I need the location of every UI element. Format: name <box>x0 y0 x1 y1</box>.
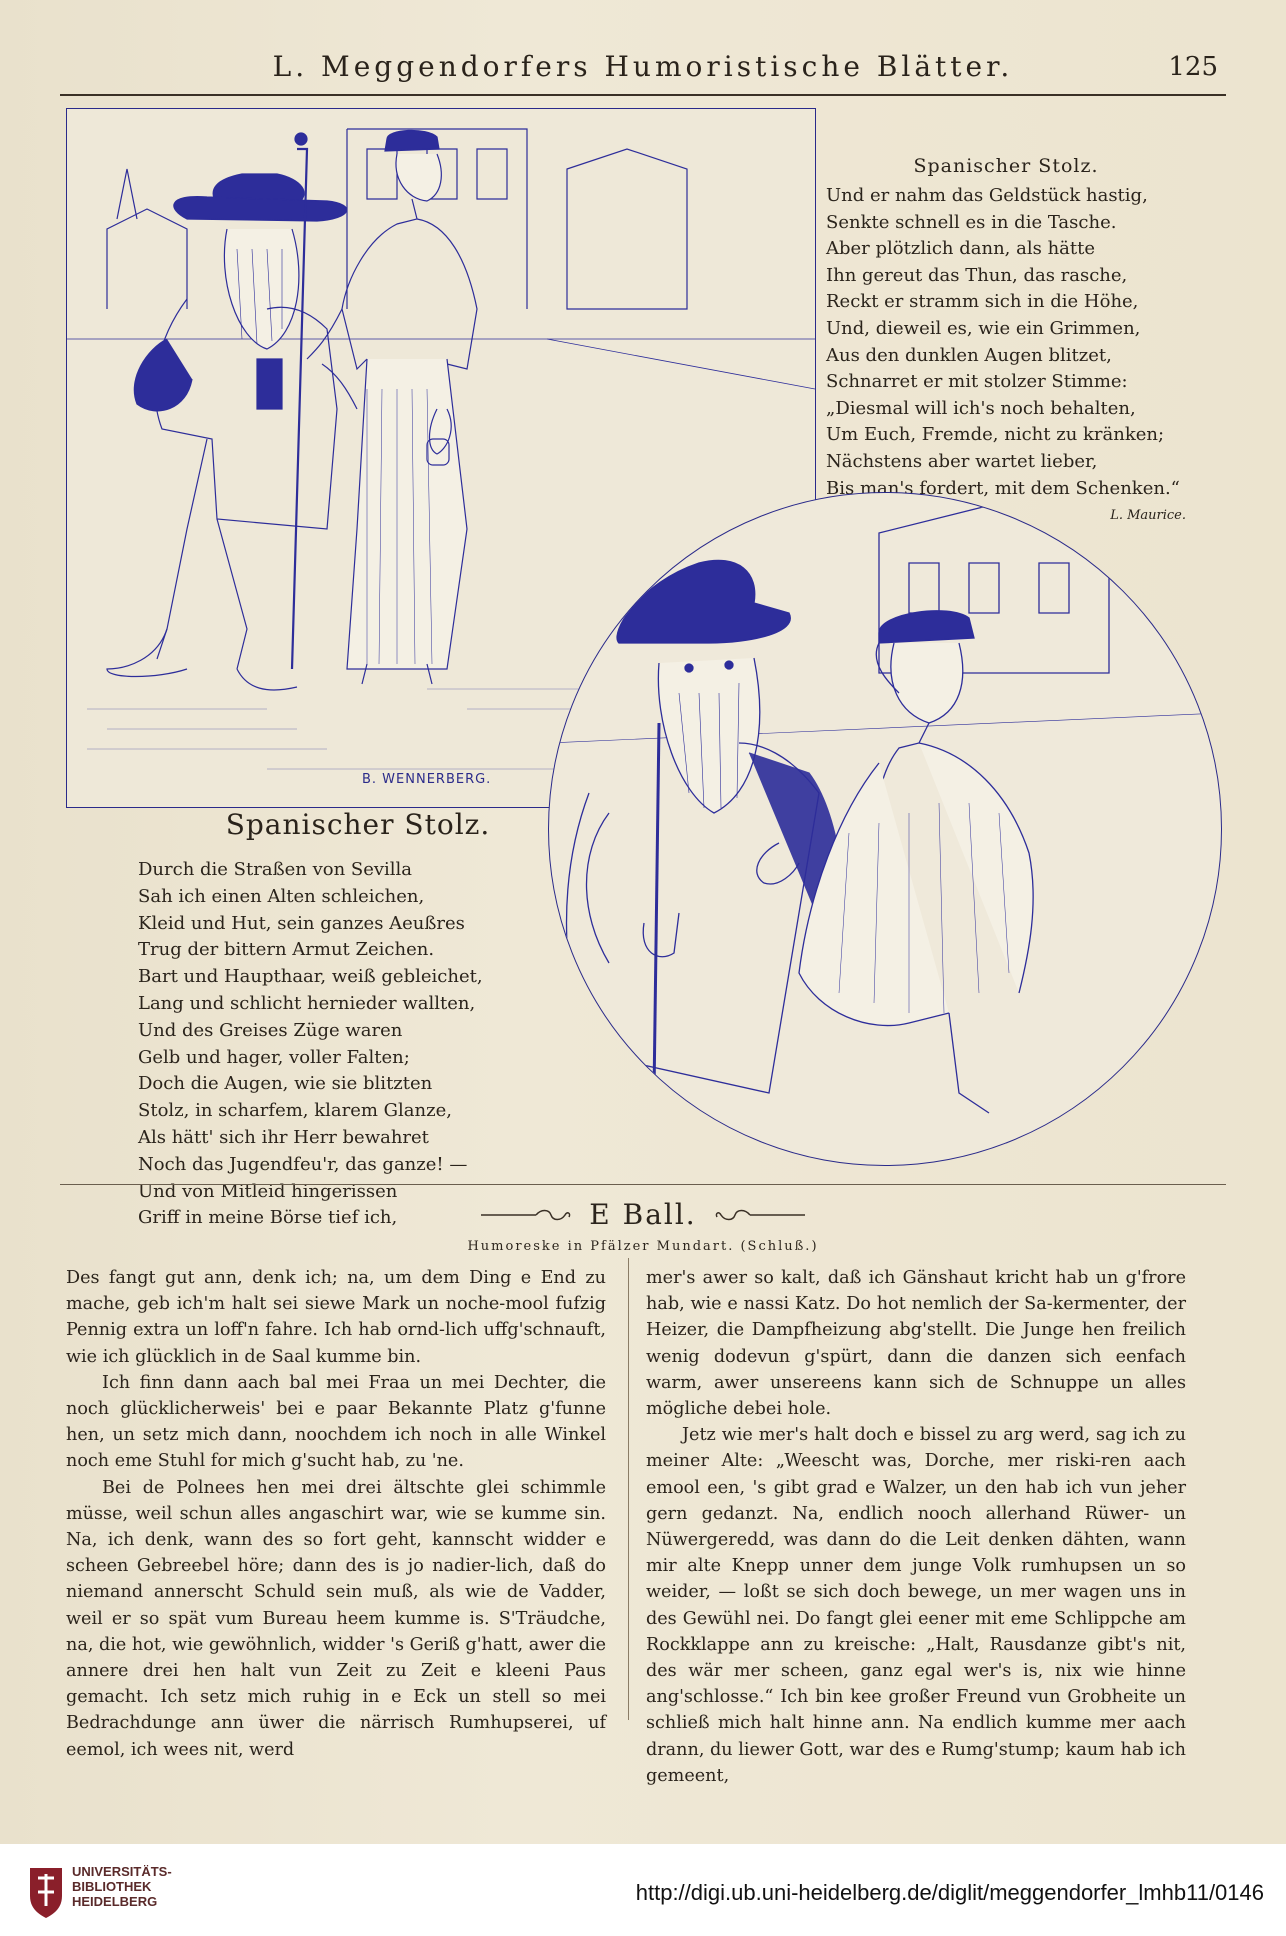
poem-line: Und, dieweil es, wie ein Grimmen, <box>826 317 1141 339</box>
story-subtitle: Humoreske in Pfälzer Mundart. (Schluß.) <box>467 1239 819 1254</box>
poem-right <box>826 155 1186 523</box>
illustration-circle-portrait <box>548 492 1222 1166</box>
text-column-right <box>646 1265 1186 1789</box>
page-number: 125 <box>1168 52 1218 82</box>
paragraph: mer's awer so kalt, daß ich Gänshaut kricht hab un g'frore hab, wie e nassi Katz. Do hot nemlich der Sa-kermenter, der Heizer, die Dampfheizung abg'stellt. Die Junge hen freilich wenig dodevun g'spürt, dann die danzen sich eenfach warm, awer unsereens kann sich de Schnuppe un alles mögliche debei hole. <box>646 1268 1186 1420</box>
institution-name <box>72 1864 172 1909</box>
poem-line: Doch die Augen, wie sie blitzten <box>138 1073 433 1095</box>
poem-line: Und von Mitleid hingerissen <box>138 1180 398 1202</box>
poem-line: Bis man's fordert, mit dem Schenken.“ <box>826 477 1180 499</box>
journal-title: L. Meggendorfers Humoristische Blätter. <box>272 50 1014 83</box>
column-divider <box>628 1258 629 1720</box>
institution-line: BIBLIOTHEK <box>72 1879 152 1894</box>
poem-line: Um Euch, Fremde, nicht zu kränken; <box>826 424 1165 446</box>
poem-line: Kleid und Hut, sein ganzes Aeußres <box>138 912 465 934</box>
ball-heading <box>0 1198 1286 1254</box>
poem-left <box>138 808 578 1232</box>
poem-line: Und des Greises Züge waren <box>138 1019 403 1041</box>
section-divider <box>60 1184 1226 1185</box>
illustrator-signature: B. WENNERBERG. <box>362 772 492 787</box>
poem-line: Als hätt' sich ihr Herr bewahret <box>138 1126 429 1148</box>
source-url[interactable]: http://digi.ub.uni-heidelberg.de/diglit/meggendorfer_lmhb11/0146 <box>635 1880 1264 1905</box>
poem-line: Sah ich einen Alten schleichen, <box>138 885 425 907</box>
poem-line: Und er nahm das Geldstück hastig, <box>826 185 1148 206</box>
poem-line: „Diesmal will ich's noch behalten, <box>826 397 1136 419</box>
poem-line: Aber plötzlich dann, als hätte <box>826 238 1096 260</box>
institution-line: UNIVERSITÄTS- <box>72 1864 172 1879</box>
university-seal-icon <box>26 1862 66 1920</box>
header-rule <box>60 94 1226 96</box>
poem-line: Griff in meine Börse tief ich, <box>138 1207 398 1229</box>
poem-line: Nächstens aber wartet lieber, <box>826 450 1098 472</box>
digitization-footer <box>0 1844 1286 1936</box>
story-title: E Ball. <box>589 1198 697 1231</box>
text-column-left <box>66 1265 606 1763</box>
paragraph: Des fangt gut ann, denk ich; na, um dem Ding e End zu mache, geb ich'm halt sei siewe Mark un noche-mool fufzig Pennig extra un loff'n fahre. Ich hab ornd-lich uffg'schnauft, wie ich glücklich in de Saal kumme bin. <box>66 1268 606 1367</box>
poem-left-title: Spanischer Stolz. <box>225 808 491 841</box>
ornament-right-icon <box>715 1207 805 1223</box>
illustration-circle-drawing <box>549 493 1221 1165</box>
paragraph: Ich finn dann aach bal mei Fraa un mei Dechter, die noch glücklicherweis' bei e paar Bekannte Platz g'funne hen, un setz mich dann, noochdem ich noch in alle Winkel noch eme Stuhl for mich g'sucht hab, zu 'ne. <box>66 1372 606 1472</box>
poem-line: Aus den dunklen Augen blitzet, <box>826 344 1112 366</box>
poem-line: Trug der bittern Armut Zeichen. <box>138 939 435 961</box>
poem-line: Schnarret er mit stolzer Stimme: <box>826 371 1128 393</box>
page-header <box>60 50 1226 90</box>
poem-line: Lang und schlicht hernieder wallten, <box>138 992 476 1014</box>
poem-line: Ihn gereut das Thun, das rasche, <box>826 264 1128 286</box>
poem-right-title: Spanischer Stolz. <box>913 155 1099 177</box>
ornament-left-icon <box>481 1207 571 1223</box>
poem-line: Gelb und hager, voller Falten; <box>138 1046 410 1068</box>
poem-line: Reckt er stramm sich in die Höhe, <box>826 291 1139 313</box>
poem-author: L. Maurice. <box>1110 508 1186 524</box>
institution-line: HEIDELBERG <box>72 1894 158 1909</box>
paragraph: Jetz wie mer's halt doch e bissel zu arg werd, sag ich zu meiner Alte: „Weescht was, Dorche, mer riski-ren aach emool een, 's gibt grad e Walzer, un den hab ich vun jeher gern gedanzt. Na, endlich nooch allerhand Rüwer- un Nüwergeredd, was dann do die Leit denken dähten, wann mir alte Knepp unner dem junge Volk rumhupsen un so weider, — loßt se sich doch bewege, un mer wagen uns in des Gewühl nei. Do fangt glei eener mit eme Schlippche am Rockklappe ann zu kreische: „Halt, Rausdanze gibt's nit, des wär mer scheen, ganz egal wer's is, nix wie hinne ang'schlosse.“ Ich bin kee großer Freund vun Grobheite un schließ mich halt hinne ann. Na endlich kumme mer aach drann, du liewer Gott, war des e Rumg'stump; kaum hab ich gemeent, <box>646 1425 1186 1786</box>
poem-line: Noch das Jugendfeu'r, das ganze! — <box>138 1153 468 1175</box>
poem-line: Stolz, in scharfem, klarem Glanze, <box>138 1100 452 1122</box>
poem-line: Bart und Haupthaar, weiß gebleichet, <box>138 966 483 988</box>
paragraph: Bei de Polnees hen mei drei ältschte glei schimmle müsse, weil schun alles angaschirt war, wie se kumme sin. Na, ich denk, wann des so fort geht, kannscht widder e scheen Gebreebel höre; dann des is jo nadier-lich, daß do niemand annerscht Schuld sein muß, als wie de Vadder, weil er so spät vum Bureau heem kumme is. S'Träudche, na, die hot, wie gewöhnlich, widder 's Geriß g'hatt, awer die annere drei hen halt vun Zeit zu Zeit e kleeni Paus gemacht. Ich setz mich ruhig in e Eck un stell so mei Bedrachdunge ann üwer die närrisch Rumhupserei, uf eemol, ich wees nit, werd <box>66 1477 606 1760</box>
poem-line: Durch die Straßen von Sevilla <box>138 859 413 880</box>
poem-line: Senkte schnell es in die Tasche. <box>826 211 1117 233</box>
